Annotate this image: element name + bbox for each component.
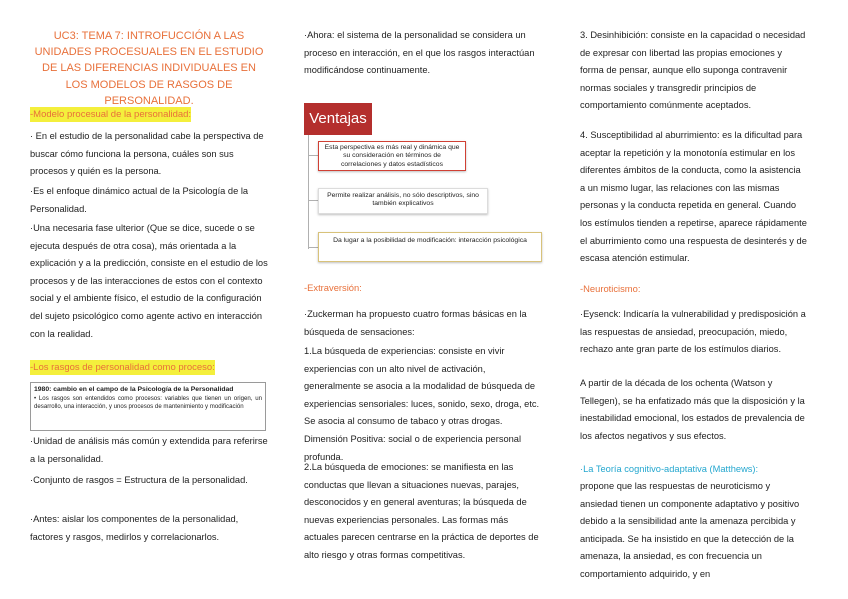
paragraph: 4. Susceptibilidad al aburrimiento: es la dificultad para aceptar la repetición y la monotonía estimular en los diferentes ámbitos de la conducta, como la asistencia a un mismo lugar, las relaciones con las mismas personas y la conducta repetida en general. Cuando los estímulos tienden a repetirse, aparece rápidamente el aburrimiento como una respuesta de desinterés y de escasa atención estimular. — [580, 130, 807, 264]
paragraph: 2.La búsqueda de emociones: se manifiesta en las conductas que llevan a situaciones nuevas, parajes, desconocidos y en general aventuras; la búsqueda de nuevas experiencias personales. Las formas más actuales parecen centrarse en la práctica de deportes de alto riesgo y otras formas competitivas. — [304, 462, 539, 560]
ventaja-item-text: Permite realizar análisis, no sólo descriptivos, sino también explicativos — [327, 192, 479, 208]
paragraph: 3. Desinhibición: consiste en la capacidad o necesidad de expresar con libertad las propias emociones y forma de pensar, aunque ello suponga contravenir normas sociales y transgredir principios de comportamiento comúnmente aceptados. — [580, 30, 806, 111]
ventaja-item — [318, 141, 466, 171]
paragraph: ·Es el enfoque dinámico actual de la Psicología de la Personalidad. — [30, 186, 249, 214]
paragraph: A partir de la década de los ochenta (Watson y Tellegen), se ha enfatizado más que la disposición y la inestabilidad emocional, los estados de prevalencia de los afectos negativos y sus efectos. — [580, 378, 805, 441]
ventaja-item — [318, 188, 488, 214]
paragraph: ·Una necesaria fase ulterior (Que se dice, sucede o se ejecuta después de otra cosa), más orientada a la explicación y a la predicción, consiste en el estudio de los procesos y de las interacciones de estos con el contexto social y el ambiente físico, el estudio de la configuración del sujeto psicológico como agente activo en interacción con la realidad. — [30, 223, 268, 339]
connector-line — [308, 247, 318, 248]
ventajas-title: Ventajas — [304, 103, 372, 135]
paragraph: ·Antes: aislar los componentes de la personalidad, factores y rasgos, medirlos y correlacionarlos. — [30, 514, 239, 542]
connector-line — [308, 135, 309, 249]
connector-line — [308, 200, 318, 201]
ventaja-item-text: Esta perspectiva es más real y dinámica que su consideración en términos de correlaciones y datos estadísticos — [324, 144, 460, 168]
paragraph: ·Eysenck: Indicaría la vulnerabilidad y predisposición a las respuestas de ansiedad, preocupación, miedo, rechazo ante gran parte de los estímulos diarios. — [580, 309, 806, 355]
ventaja-item — [318, 232, 542, 262]
ventaja-item-text: Da lugar a la posibilidad de modificación: interacción psicológica — [333, 237, 527, 244]
ventajas-diagram — [304, 99, 544, 269]
heading-rasgos-proceso: -Los rasgos de personalidad como proceso: — [30, 362, 215, 373]
paragraph: propone que las respuestas de neuroticismo y ansiedad tienen un componente adaptativo y positivo debido a la sensibilidad ante la amenaza percibida y anticipada. Se ha insistido en que la detección de la amenaza, la ansiedad, es con frecuencia un comportamiento adquirido, y en — [580, 481, 800, 579]
heading-extraversion: -Extraversión: — [304, 282, 362, 293]
heading-teoria-cognitivo-adaptativa: ·La Teoría cognitivo-adaptativa (Matthews): — [580, 464, 759, 474]
paragraph: ·Ahora: el sistema de la personalidad se considera un proceso en interacción, en el que los rasgos interactúan modificándose continuamente. — [304, 30, 535, 76]
figure-body: • Los rasgos son entendidos como procesos: variables que tienen un origen, un desarrollo, una interacción, y unos procesos de mantenimiento y modificación — [34, 395, 262, 411]
heading-modelo-procesual: -Modelo procesual de la personalidad: — [30, 109, 192, 120]
figure-heading: 1980: cambio en el campo de la Psicología de la Personalidad — [34, 386, 234, 393]
figure-box — [30, 382, 266, 431]
paragraph: 1.La búsqueda de experiencias: consiste en vivir experiencias con un alto nivel de activación, generalmente se asocia a la modalidad de búsqueda de experiencias sensoriales: luces, sonido, sexo, droga, etc. Se asocia al consumo de tabaco y otras drogas. Dimensión Positiva: social o de experiencia personal profunda. — [304, 346, 540, 462]
paragraph: ·Conjunto de rasgos = Estructura de la personalidad. — [30, 475, 248, 485]
connector-line — [308, 155, 318, 156]
heading-neuroticismo: -Neuroticismo: — [580, 283, 641, 294]
page-title: UC3: TEMA 7: INTROFUCCIÓN A LAS UNIDADES PROCESUALES EN EL ESTUDIO DE LAS DIFERENCIAS INDIVIDUALES EN LOS MODELOS DE RASGOS DE PERSONALIDAD. — [34, 30, 264, 107]
paragraph: ·Unidad de análisis más común y extendida para referirse a la personalidad. — [30, 436, 268, 464]
paragraph: ·Zuckerman ha propuesto cuatro formas básicas en la búsqueda de sensaciones: — [304, 309, 527, 337]
paragraph: · En el estudio de la personalidad cabe la perspectiva de buscar cómo funciona la persona, cuáles son sus procesos y quién es la persona. — [30, 131, 264, 177]
